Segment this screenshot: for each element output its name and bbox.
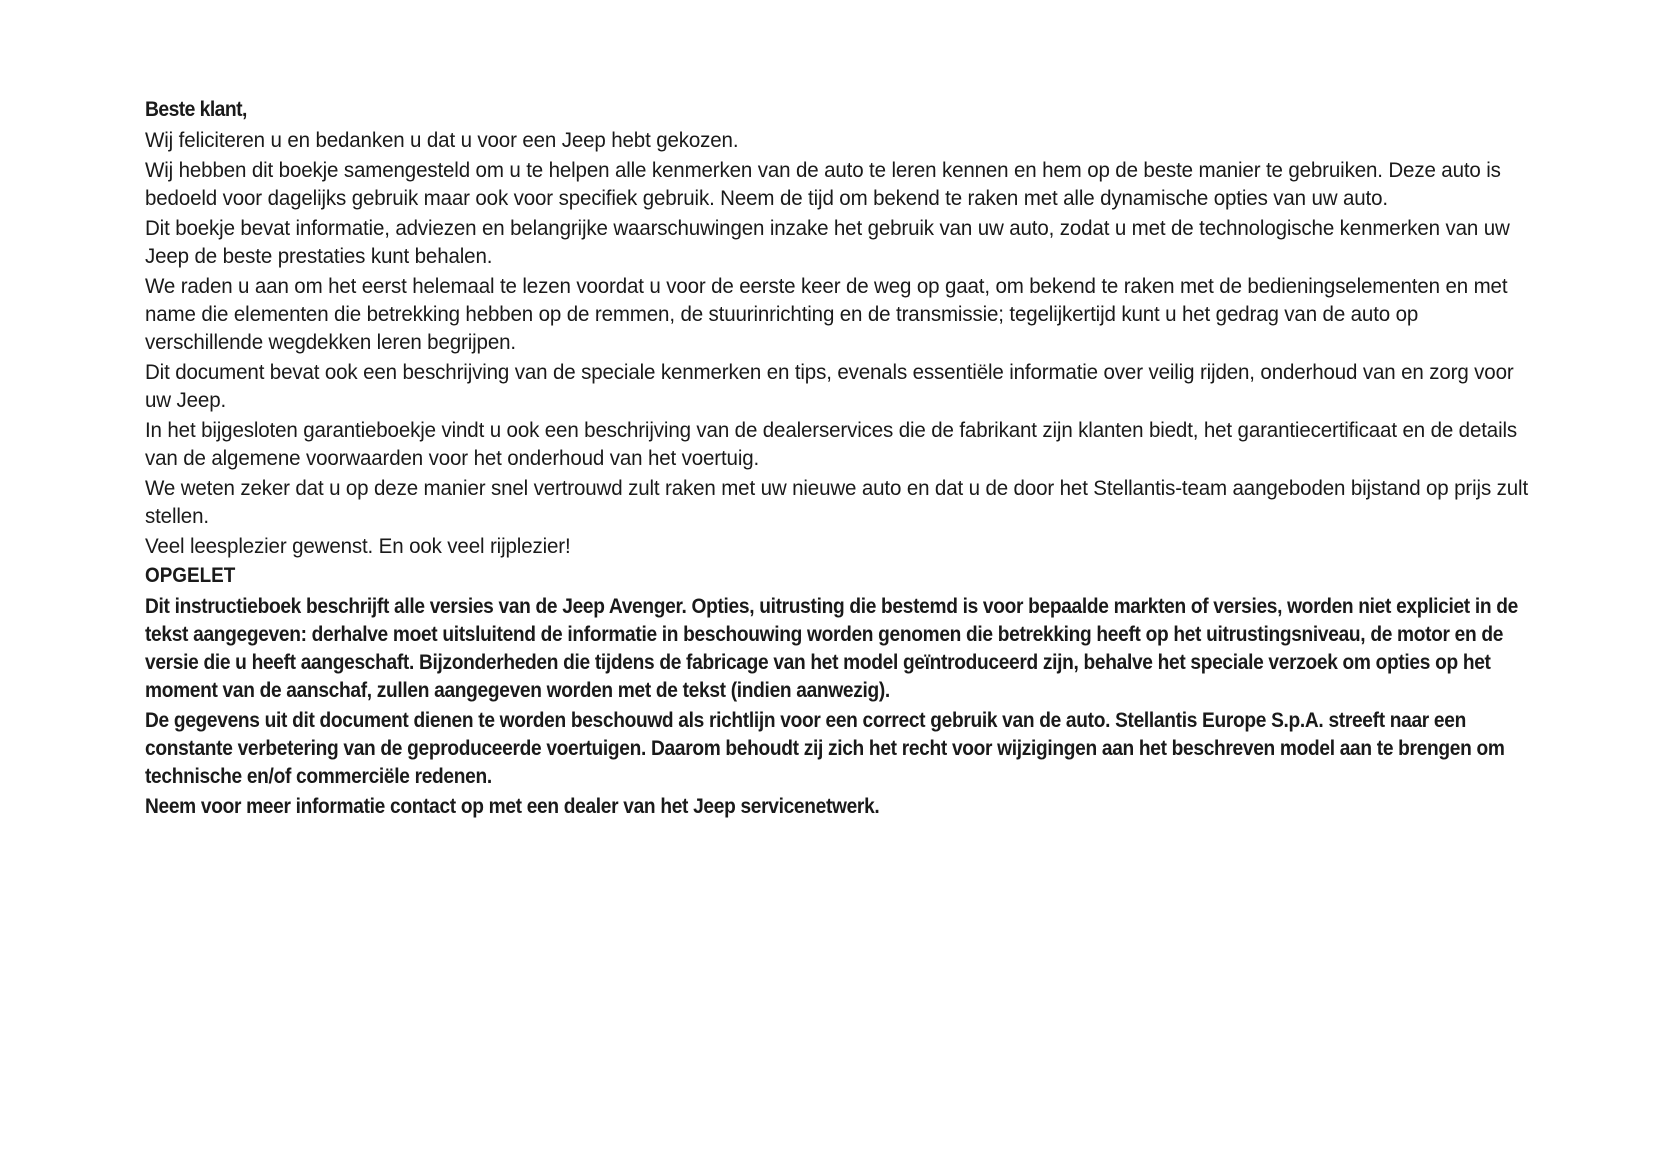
- warning-paragraph-1: Dit instructieboek beschrijft alle versies van de Jeep Avenger. Opties, uitrusting die bestemd is voor bepaalde markten of versies, worden niet expliciet in de tekst aangegeven: derhalve moet uitsluitend de informatie in beschouwing worden genomen die betrekking heeft op het uitrustingsniveau, de motor en de versie die u heeft aangeschaft. Bijzonderheden die tijdens de fabricage van het model geïntroduceerd zijn, behalve het speciale verzoek om opties op het moment van de aanschaf, zullen aangegeven worden met de tekst (indien aanwezig).: [145, 594, 1518, 702]
- intro-paragraph-7: We weten zeker dat u op deze manier snel vertrouwd zult raken met uw nieuwe auto en dat u de door het Stellantis-team aangeboden bijstand op prijs zult stellen.: [145, 476, 1529, 528]
- intro-paragraph-5: Dit document bevat ook een beschrijving van de speciale kenmerken en tips, evenals essentiële informatie over veilig rijden, onderhoud van en zorg voor uw Jeep.: [145, 360, 1514, 412]
- intro-paragraph-1: Wij feliciteren u en bedanken u dat u voor een Jeep hebt gekozen.: [145, 128, 739, 152]
- intro-paragraph-3: Dit boekje bevat informatie, adviezen en belangrijke waarschuwingen inzake het gebruik van uw auto, zodat u met de technologische kenmerken van uw Jeep de beste prestaties kunt behalen.: [145, 216, 1510, 268]
- warning-title: OPGELET: [145, 564, 236, 587]
- greeting-heading: Beste klant,: [145, 98, 247, 121]
- intro-paragraph-6: In het bijgesloten garantieboekje vindt u ook een beschrijving van de dealerservices die de fabrikant zijn klanten biedt, het garantiecertificaat en de details van de algemene voorwaarden voor het onderhoud van het voertuig.: [145, 418, 1518, 470]
- intro-paragraph-8: Veel leesplezier gewenst. En ook veel rijplezier!: [145, 534, 571, 558]
- warning-paragraph-2: De gegevens uit dit document dienen te worden beschouwd als richtlijn voor een correct gebruik van de auto. Stellantis Europe S.p.A. streeft naar een constante verbetering van de geproduceerde voertuigen. Daarom behoudt zij zich het recht voor wijzigingen aan het beschreven model aan te brengen om technische en/of commerciële redenen.: [145, 708, 1505, 788]
- intro-paragraph-4: We raden u aan om het eerst helemaal te lezen voordat u voor de eerste keer de weg op gaat, om bekend te raken met de bedieningselementen en met name die elementen die betrekking hebben op de remmen, de stuurinrichting en de transmissie; tegelijkertijd kunt u het gedrag van de auto op verschillende wegdekken leren begrijpen.: [145, 274, 1508, 354]
- warning-paragraph-3: Neem voor meer informatie contact op met een dealer van het Jeep servicenetwerk.: [145, 794, 880, 818]
- intro-paragraph-2: Wij hebben dit boekje samengesteld om u te helpen alle kenmerken van de auto te leren kennen en hem op de beste manier te gebruiken. Deze auto is bedoeld voor dagelijks gebruik maar ook voor specifiek gebruik. Neem de tijd om bekend te raken met alle dynamische opties van uw auto.: [145, 158, 1501, 210]
- document-page: [145, 96, 1535, 822]
